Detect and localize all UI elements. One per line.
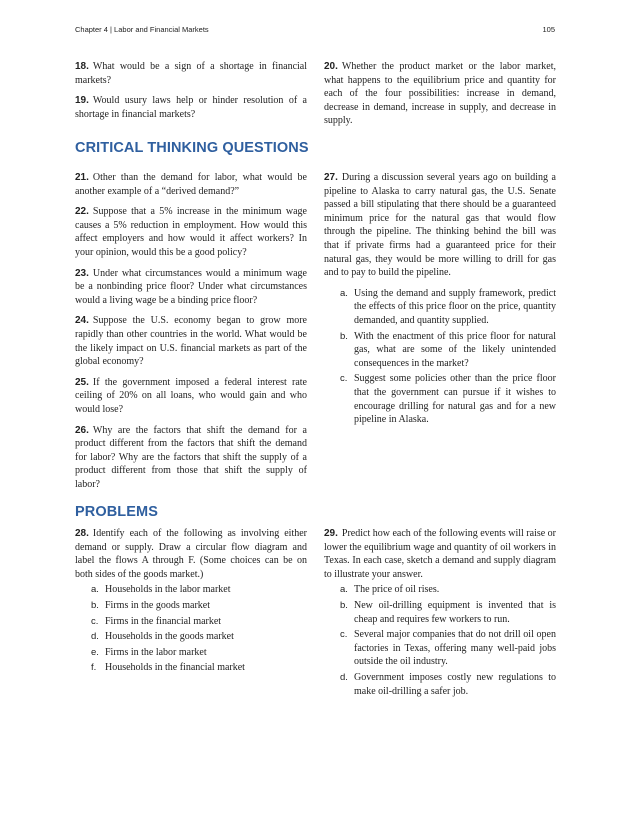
question-27: 27. During a discussion several years ago on building a pipeline to Alaska to carry natural gas, the U.S. Senate passed a bill stipulating that there should be a guaranteed minimum price for the natural gas that would flow through the pipeline. The thinking behind the bill was that if private firms had a guaranteed price for their natural gas, they would be more willing to drill for gas and to pay to build the pipeline.: [324, 172, 556, 279]
top-right-column: [324, 60, 556, 135]
question-25: 25. If the government imposed a federal interest rate ceiling of 20% on all loans, who would gain and who would lose?: [75, 376, 307, 415]
list-item: d. Households in the goods market: [91, 631, 234, 643]
question-18: 18. What would be a sign of a shortage in financial markets?: [75, 61, 307, 86]
list-item: e. Firms in the labor market: [91, 646, 207, 658]
list-item: c. Firms in the financial market: [91, 615, 222, 627]
critical-thinking-heading: CRITICAL THINKING QUESTIONS: [75, 140, 309, 156]
list-item: b. New oil-drilling equipment is invented that is cheap and requires few workers to run.: [340, 599, 556, 625]
critical-left-column: [75, 171, 307, 498]
list-item: a. Households in the labor market: [91, 584, 231, 596]
list-item: c. Several major companies that do not drill oil open factories in Texas, offering many well-paid jobs outside the oil industry.: [340, 629, 556, 668]
list-item: b. Firms in the goods market: [91, 599, 210, 611]
question-23: 23. Under what circumstances would a minimum wage be a nonbinding price floor? Under what circumstances would a living wage be a binding price floor?: [75, 267, 307, 306]
list-item: a. The price of oil rises.: [340, 584, 440, 596]
problems-heading: PROBLEMS: [75, 504, 158, 520]
list-item: f. Households in the financial market: [91, 662, 245, 674]
running-header: [75, 25, 555, 37]
question-28-subitems: [75, 583, 307, 675]
question-26: 26. Why are the factors that shift the demand for a product different from the factors that shift the demand for labor? Why are the factors that shift the supply of a product different from those that shift the supply of labor?: [75, 424, 307, 490]
question-24: 24. Suppose the U.S. economy began to grow more rapidly than other countries in the world. What would be the likely impact on U.S. financial markets as part of the global economy?: [75, 315, 307, 368]
list-item: a. Using the demand and supply framework, predict the effects of this price floor on the price, quantity demanded, and quantity supplied.: [340, 287, 556, 326]
problems-right-column: [324, 527, 556, 704]
list-item: d. Government imposes costly new regulations to make oil-drilling a safer job.: [340, 671, 556, 697]
question-29: 29. Predict how each of the following events will raise or lower the equilibrium wage and quantity of oil workers in Texas. In each case, sketch a demand and supply diagram to illustrate your answer.: [324, 528, 557, 580]
top-left-column: [75, 60, 307, 128]
problems-left-column: [75, 527, 307, 681]
question-28: 28. Identify each of the following as involving either demand or supply. Draw a circular flow diagram and label the flows A through F. (Some choices can be on both sides of the goods market.): [75, 528, 307, 580]
question-22: 22. Suppose that a 5% increase in the minimum wage causes a 5% reduction in employment. How would this affect employers and how would it affect workers? In your opinion, would this be a good policy?: [75, 206, 307, 258]
list-item: c. Suggest some policies other than the price floor that the government can pursue if it wishes to encourage drilling for natural gas and for a new pipeline in Alaska.: [340, 373, 556, 426]
critical-right-column: [324, 171, 556, 433]
page-number: 105: [542, 25, 555, 34]
question-29-subitems: [324, 583, 556, 698]
chapter-title: Chapter 4 | Labor and Financial Markets: [75, 25, 209, 34]
question-20: 20. Whether the product market or the labor market, what happens to the equilibrium price and quantity for each of the four possibilities: increase in demand, decrease in demand, increase in supply, and decrease in supply.: [324, 61, 556, 127]
question-27-subitems: [324, 287, 556, 427]
list-item: b. With the enactment of this price floor for natural gas, what are some of the likely unintended consequences in the market?: [340, 330, 556, 369]
question-21: 21. Other than the demand for labor, what would be another example of a “derived demand?”: [75, 172, 307, 197]
question-19: 19. Would usury laws help or hinder resolution of a shortage in financial markets?: [75, 95, 307, 120]
